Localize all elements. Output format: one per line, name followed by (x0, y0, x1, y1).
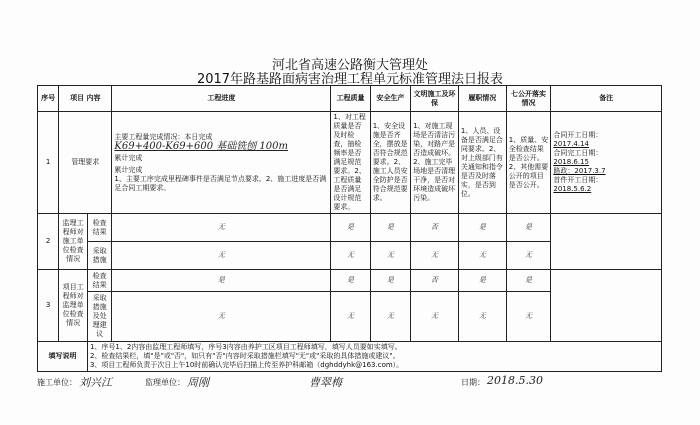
col-duty: 履职情况 (458, 86, 506, 112)
row1-quality: 1、对工程质量是否及时检查，抽检频率是否满足规范要求。2、工程质量是否满足设计规范要求。 (331, 112, 370, 214)
date-label: 日期： (461, 378, 485, 387)
row3-measure-progress: 无 (112, 292, 331, 342)
row3-check-civil: 否 (411, 270, 459, 292)
report-title: 2017年路基路面病害治理工程单元标准管理法日报表 (196, 72, 504, 87)
report-table (37, 85, 662, 372)
col-seq: 序号 (38, 86, 59, 112)
col-civil: 文明施工及环保 (411, 86, 459, 112)
notes-line: 3、项目工程师负责于次日上午10时前确认完毕后扫描上传至养护科邮箱（dghddyhk@163.com）。 (89, 361, 404, 369)
row2-check-civil: 否 (411, 214, 459, 242)
row3-measure-civil: 无 (411, 292, 459, 342)
row3-measure-label: 采取措施及处理建议 (87, 292, 111, 342)
row2-check-seven: 是 (506, 214, 551, 242)
col-safety: 安全生产 (370, 86, 410, 112)
row2-measure-label: 采取措施 (87, 242, 111, 270)
row-notes (38, 342, 662, 372)
col-seven: 七公开落实情况 (506, 86, 551, 112)
remark-line: 路政：2017.3.7 (553, 167, 606, 175)
row2-remark (551, 214, 662, 270)
signature-footer (37, 376, 662, 390)
engineer-signature: 曹翠梅 (309, 376, 342, 389)
row2-check-duty: 是 (458, 214, 506, 242)
col-progress: 工程进度 (112, 86, 331, 112)
remark-line: 合同完工日期： (553, 149, 603, 157)
row1-cumulative: 累计完成 (114, 153, 143, 162)
row2-check-progress: 无 (112, 214, 331, 242)
row2-check-safety: 是 (370, 214, 410, 242)
row1-progress-text: 主要工程量完成情况：本日完成 (114, 132, 213, 141)
row1-duty: 1、人员、设备是否满足合同要求。2、对上级部门有关通知和指令是否及时落实，是否到位。 (458, 112, 506, 214)
row2-measure-duty: 无 (458, 242, 506, 270)
row1-progress (112, 112, 331, 214)
row3-measure-seven: 无 (506, 292, 551, 342)
row1-civil: 1、对施工现场是否清洁污染，对路产是否造成破坏。2、施工完毕场地是否清理干净，是否对环境造成破坏污染。 (411, 112, 459, 214)
row3-measure-safety: 无 (370, 292, 410, 342)
org-title: 河北省高速公路衡大管理处 (271, 58, 428, 73)
row3-measure-quality: 无 (331, 292, 370, 342)
row-supervisor-check (38, 214, 662, 242)
row3-check-quality: 是 (331, 270, 370, 292)
row1-safety: 1、安全设施是否齐全，摆放是否符合规范要求。2、施工人员安全防护是否符合规范要求。 (370, 112, 410, 214)
row3-check-progress: 是 (112, 270, 331, 292)
date-value: 2018.5.30 (487, 374, 543, 387)
row3-check-safety: 是 (370, 270, 410, 292)
row2-measure-quality: 无 (331, 242, 370, 270)
remark-line: 2018.6.15 (553, 158, 590, 166)
row-management (38, 112, 662, 214)
row1-seven: 1、质量、安全检查结果是否公开。2、其他需要公开的项目是否公开。 (506, 112, 551, 214)
remark-line: 2017.4.14 (553, 140, 590, 148)
contractor-label: 施工单位： (37, 378, 77, 387)
supervisor-signature: 周刚 (187, 376, 209, 389)
col-remark: 备注 (551, 86, 662, 112)
row1-seq: 1 (38, 112, 59, 214)
row3-measure-duty: 无 (458, 292, 506, 342)
supervisor-label: 监理单位： (145, 378, 185, 387)
notes-label: 填写说明 (38, 342, 88, 372)
row3-remark (551, 270, 662, 342)
row2-measure-progress: 无 (112, 242, 331, 270)
remark-line: 2018.5.6.2 (553, 185, 592, 193)
row3-check-duty: 是 (458, 270, 506, 292)
row1-requirement: 1、主要工序完成里程碑事件是否满足节点要求。2、施工进度是否满足合同工期要求。 (114, 174, 327, 192)
row2-check-quality: 是 (331, 214, 370, 242)
remark-line: 合同开工日期： (553, 131, 603, 139)
contractor-signature: 刘兴江 (79, 376, 112, 389)
row2-measure-seven: 无 (506, 242, 551, 270)
header-row (38, 86, 662, 112)
notes-line: 2、检查结果栏，填"是"或"否"，如只有"否"内容时采取措施栏填写"无"或"采取的具体措施或建议"。 (89, 352, 400, 360)
row2-seq: 2 (38, 214, 59, 270)
row1-remark (551, 112, 662, 214)
notes-body (87, 342, 661, 372)
row2-measure-civil: 无 (411, 242, 459, 270)
remark-line: 首件开工日期： (553, 176, 603, 184)
row3-check-label: 检查结果 (87, 270, 111, 292)
row1-progress-handwriting: K69+400-K69+600 基础铣刨 100m (114, 140, 289, 152)
row3-seq: 3 (38, 270, 59, 342)
row2-item: 监理工程师对施工单位检查情况 (59, 214, 88, 270)
notes-line: 1、序号1、2内容由监理工程师填写，序号3内容由养护工区项目工程师填写，填写人员要如实填写。 (89, 343, 402, 351)
row3-item: 项目工程师对监理单位检查情况 (59, 270, 88, 342)
col-item-content (59, 86, 112, 112)
row1-cumulative2: 累计完成 (114, 165, 143, 174)
row2-measure-safety: 无 (370, 242, 410, 270)
row3-check-seven: 是 (506, 270, 551, 292)
row-engineer-check (38, 270, 662, 292)
col-content: 内容 (86, 94, 101, 102)
col-quality: 工程质量 (331, 86, 370, 112)
row2-check-label: 检查结果 (87, 214, 111, 242)
row1-item: 管理要求 (59, 112, 112, 214)
col-item: 项目 (70, 94, 85, 102)
